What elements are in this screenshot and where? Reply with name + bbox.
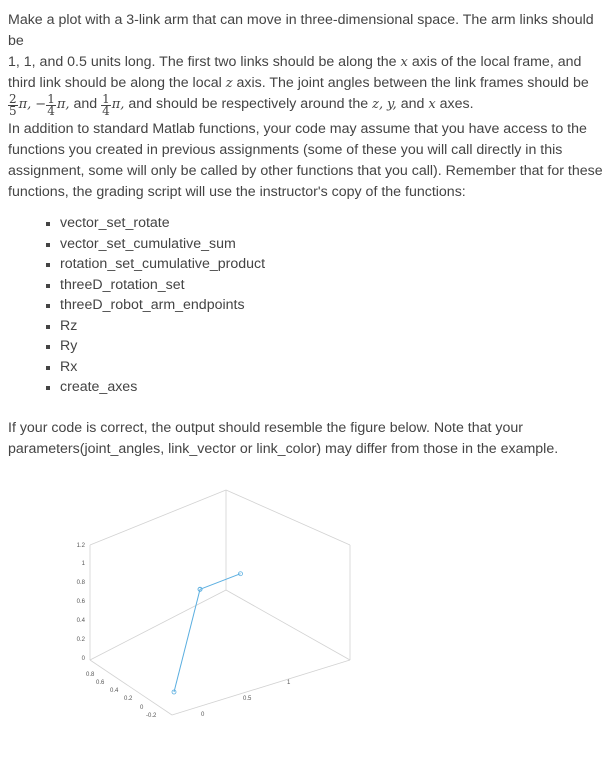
function-item: rotation_set_cumulative_product bbox=[0, 254, 265, 275]
and-word: and bbox=[73, 96, 98, 112]
minus-sign: − bbox=[35, 97, 47, 112]
y-tick-label: 0 bbox=[140, 705, 144, 711]
function-item: threeD_robot_arm_endpoints bbox=[0, 295, 265, 316]
expected-output-line-1: If your code is correct, the output should resemble the figure below. Note that your bbox=[8, 420, 523, 436]
function-item: vector_set_cumulative_sum bbox=[0, 234, 265, 255]
arm-link bbox=[174, 589, 200, 692]
y-tick-label: 0.6 bbox=[96, 680, 105, 686]
function-list bbox=[0, 213, 265, 398]
pi-2: π, bbox=[56, 97, 70, 112]
fraction-1-4-a: $\frac{1}{4}$ bbox=[47, 92, 55, 118]
z-tick-label: 1.2 bbox=[76, 543, 85, 549]
function-item: Rz bbox=[0, 316, 265, 337]
expected-output-paragraph bbox=[8, 418, 608, 460]
math-axis-y: y, bbox=[387, 97, 397, 112]
and-word-2: and bbox=[400, 96, 425, 112]
z-tick-label: 1 bbox=[81, 561, 85, 567]
y-tick-label: 0.2 bbox=[124, 696, 133, 702]
pi-3: π, bbox=[111, 97, 125, 112]
box-edge bbox=[226, 590, 350, 660]
math-x: x bbox=[400, 55, 408, 70]
box-edge bbox=[90, 590, 226, 660]
intro-line-4-end: axes. bbox=[439, 96, 474, 112]
box-edge bbox=[90, 490, 226, 545]
arm-link bbox=[200, 574, 240, 590]
function-item: Rx bbox=[0, 357, 265, 378]
box-edge bbox=[90, 660, 172, 715]
math-z: z bbox=[225, 76, 233, 91]
y-axis-ticks bbox=[86, 672, 157, 719]
x-tick-label: 1 bbox=[287, 680, 291, 686]
fraction-1-4-b: $\frac{1}{4}$ bbox=[102, 92, 110, 118]
intro-line-2a: 1, 1, and 0.5 units long. The first two links should be along the bbox=[8, 54, 397, 70]
x-tick-label: 0.5 bbox=[243, 696, 252, 702]
x-tick-label: 0 bbox=[201, 712, 205, 718]
intro-line-2b: axis of the local frame, and bbox=[411, 54, 582, 70]
math-axis-x: x bbox=[428, 97, 436, 112]
functions-intro-line-3: assignment, some will only be called by other functions that you call). Remember that for these bbox=[8, 163, 603, 179]
pi-1: π, bbox=[18, 97, 32, 112]
z-tick-label: 0.8 bbox=[76, 580, 85, 586]
z-tick-label: 0.6 bbox=[76, 599, 85, 605]
z-tick-label: 0 bbox=[81, 656, 85, 662]
z-axis-ticks bbox=[77, 543, 86, 662]
math-axis-z: z, bbox=[372, 97, 384, 112]
y-tick-label: 0.4 bbox=[110, 688, 119, 694]
function-item: create_axes bbox=[0, 377, 265, 398]
z-tick-label: 0.4 bbox=[76, 618, 85, 624]
y-tick-label: -0.2 bbox=[146, 713, 157, 719]
z-tick-label: 0.2 bbox=[76, 637, 85, 643]
function-item: vector_set_rotate bbox=[0, 213, 265, 234]
functions-intro-line-2: functions you created in previous assignments (some of these you will call directly in this bbox=[8, 142, 563, 158]
intro-line-1: Make a plot with a 3-link arm that can move in three-dimensional space. The arm links should be bbox=[8, 12, 594, 49]
intro-paragraph bbox=[8, 10, 608, 117]
x-axis-ticks bbox=[201, 680, 291, 718]
expected-output-line-2: parameters(joint_angles, link_vector or link_color) may differ from those in the example. bbox=[8, 441, 559, 457]
axes-box bbox=[90, 490, 350, 715]
function-item: Ry bbox=[0, 336, 265, 357]
functions-intro-line-1: In addition to standard Matlab functions, your code may assume that you have access to the bbox=[8, 121, 587, 137]
intro-line-3a: third link should be along the local bbox=[8, 75, 222, 91]
box-edge bbox=[172, 660, 350, 715]
fraction-2-5: $\frac{2}{5}$ bbox=[9, 92, 17, 118]
arm-series bbox=[172, 572, 242, 694]
y-tick-label: 0.8 bbox=[86, 672, 95, 678]
intro-line-4a: and should be respectively around the bbox=[128, 96, 369, 112]
box-edge bbox=[226, 490, 350, 545]
intro-line-3b: axis. The joint angles between the link frames should be bbox=[236, 75, 589, 91]
robot-arm-3d-plot bbox=[0, 470, 615, 770]
arm-joint-marker bbox=[238, 572, 242, 576]
function-item: threeD_rotation_set bbox=[0, 275, 265, 296]
functions-intro-paragraph bbox=[8, 119, 608, 203]
functions-intro-line-4: functions, the grading script will use the instructor's copy of the functions: bbox=[8, 184, 466, 200]
